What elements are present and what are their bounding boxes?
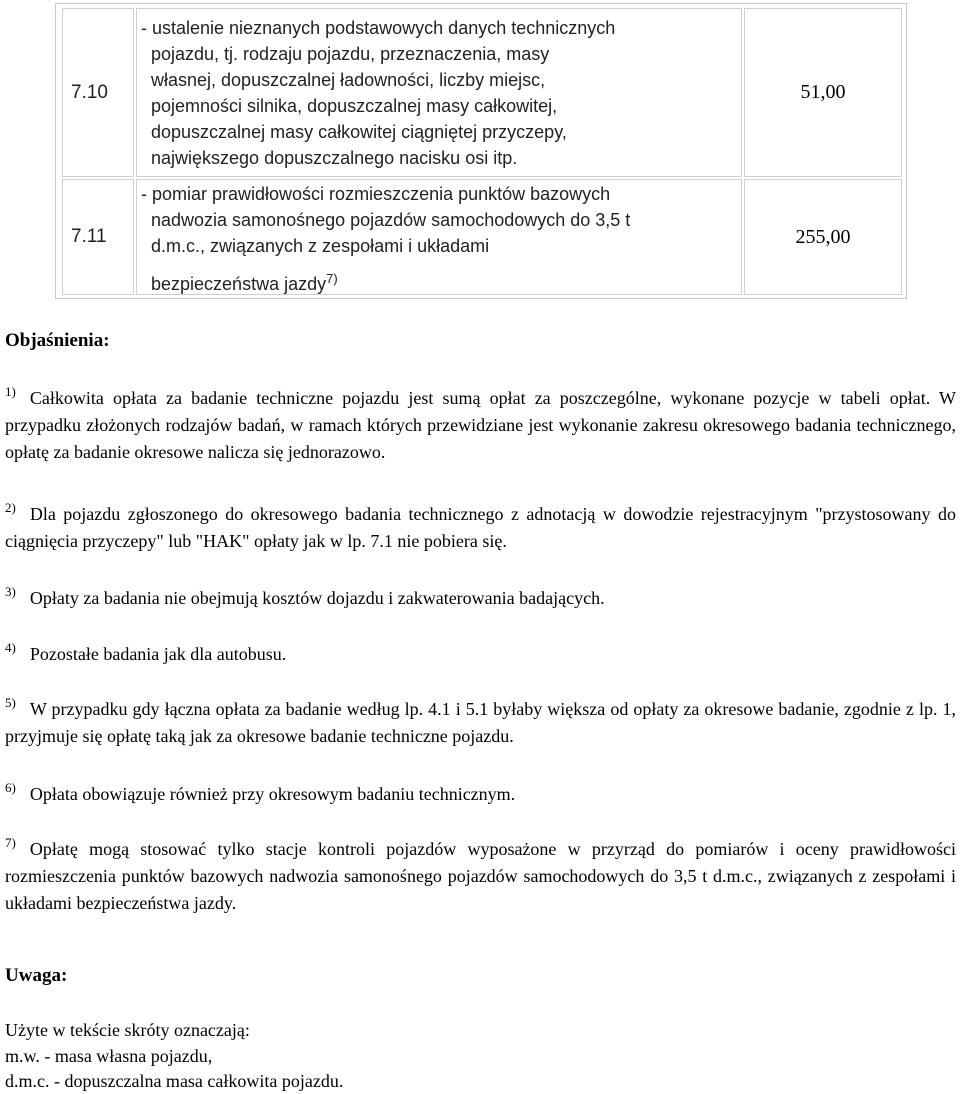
- remark-line: d.m.c. - dopuszczalna masa całkowita pojazdu.: [5, 1071, 344, 1091]
- row-price-cell: [744, 8, 902, 177]
- description-line: największego dopuszczalnego nacisku osi itp.: [151, 148, 518, 168]
- row-number: 7.11: [71, 226, 107, 247]
- footnote-text: Opłaty za badania nie obejmują kosztów dojazdu i zakwaterowania badających.: [29, 588, 605, 608]
- footnote-text: W przypadku gdy łączna opłata za badanie według lp. 4.1 i 5.1 byłaby większa od opłaty za okresowe badanie, zgodnie z lp. 1, przyjmuje się opłatę taką jak za okresowe badanie techniczne pojazdu.: [5, 699, 956, 746]
- footnote: [5, 689, 956, 750]
- row-price-cell: [744, 179, 902, 295]
- footnote: [5, 829, 956, 917]
- description-line: d.m.c., związanych z zespołami i układami: [151, 236, 490, 256]
- description-text: bezpieczeństwa jazdy: [151, 274, 327, 294]
- description-line: własnej, dopuszczalnej ładowności, liczby miejsc,: [151, 70, 546, 90]
- description-line: pojemności silnika, dopuszczalnej masy całkowitej,: [151, 96, 558, 116]
- description-line: - ustalenie nieznanych podstawowych danych technicznych: [141, 18, 616, 38]
- row-description: [141, 15, 737, 171]
- footnote-text: Całkowita opłata za badanie techniczne pojazdu jest sumą opłat za poszczególne, wykonane pozycje w tabeli opłat. W przypadku złożonych rodzajów badań, w ramach których przewidziane jest wykonanie zakresu okresowego badania technicznego, opłatę za badanie okresowe nalicza się jednorazowo.: [5, 388, 956, 462]
- row-number-cell: [62, 8, 134, 177]
- row-number: 7.10: [71, 82, 108, 103]
- description-line-last: [141, 266, 737, 297]
- fee-table: [55, 3, 907, 299]
- footnote-mark: 3): [5, 584, 16, 599]
- footnote: [5, 578, 956, 612]
- row-description-cell: [136, 8, 742, 177]
- row-number-cell: [62, 179, 134, 295]
- description-line: pojazdu, tj. rodzaju pojazdu, przeznaczenia, masy: [151, 44, 550, 64]
- footnote-mark: 5): [5, 695, 16, 710]
- footnote: [5, 634, 956, 668]
- footnote-mark: 6): [5, 780, 16, 795]
- footnote-text: Opłatę mogą stosować tylko stacje kontroli pojazdów wyposażone w przyrząd do pomiarów i oceny prawidłowości rozmieszczenia punktów bazowych nadwozia samonośnego pojazdów samochodowych do 3,5 t d.m.c., związanych z zespołami i układami bezpieczeństwa jazdy.: [5, 839, 956, 913]
- description-line: dopuszczalnej masy całkowitej ciągniętej przyczepy,: [151, 122, 567, 142]
- footnote: [5, 774, 956, 808]
- explanations-heading: Objaśnienia:: [5, 330, 110, 351]
- row-description: [141, 181, 737, 297]
- footnote-mark: 1): [5, 384, 16, 399]
- row-price: 255,00: [795, 226, 851, 248]
- footnote: [5, 378, 956, 466]
- footnote-marker: 7): [326, 271, 338, 286]
- remark-line: Użyte w tekście skróty oznaczają:: [5, 1020, 250, 1040]
- footnote-mark: 7): [5, 835, 16, 850]
- footnote: [5, 494, 956, 555]
- row-description-cell: [136, 179, 742, 295]
- description-line: - pomiar prawidłowości rozmieszczenia punktów bazowych: [141, 184, 611, 204]
- row-price: 51,00: [800, 81, 846, 103]
- footnote-mark: 4): [5, 640, 16, 655]
- remark-line: m.w. - masa własna pojazdu,: [5, 1046, 213, 1066]
- footnote-text: Pozostałe badania jak dla autobusu.: [29, 644, 287, 664]
- description-line: nadwozia samonośnego pojazdów samochodowych do 3,5 t: [151, 210, 631, 230]
- footnote-mark: 2): [5, 500, 16, 515]
- footnote-text: Opłata obowiązuje również przy okresowym badaniu technicznym.: [29, 784, 516, 804]
- remark-heading: Uwaga:: [5, 965, 68, 986]
- footnote-text: Dla pojazdu zgłoszonego do okresowego badania technicznego z adnotacją w dowodzie rejestracyjnym "przystosowany do ciągnięcia przyczepy" lub "HAK" opłaty jak w lp. 7.1 nie pobiera się.: [5, 504, 956, 551]
